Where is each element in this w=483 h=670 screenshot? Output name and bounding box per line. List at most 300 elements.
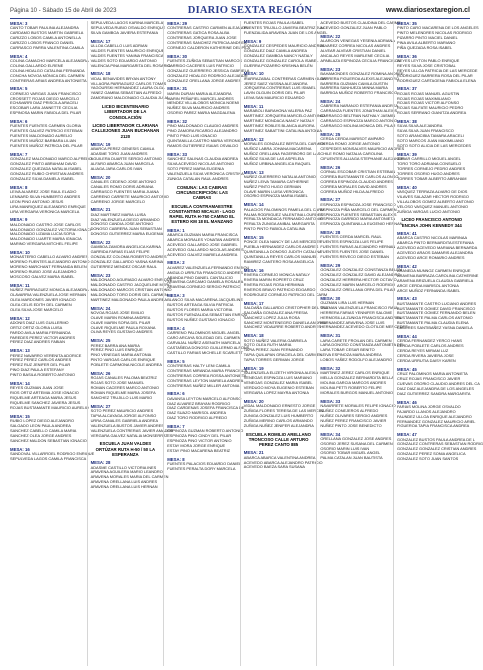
voter-name: GONZALEZ BUSTOS PAULA ANDREA DE L — [397, 436, 475, 442]
mesa-heading: MESA: 10 — [243, 71, 264, 77]
voter-name: RIVERA CORNEJO MONICA NATALY — [243, 272, 310, 278]
voter-name: ORTIZ ORTIZ GLORIA LUISA — [10, 324, 63, 330]
voter-name: CORREA MORALES DAVID ANDRES — [320, 183, 387, 189]
voter-name: GONZALEZ CESPEDES MAURICIO ANDRES — [243, 42, 325, 48]
voter-name: GUERRA POZARRO KRISHNA BELÉN — [243, 62, 313, 68]
voter-name: ROJAS SERRANO GIANITZA ANDREA — [397, 110, 467, 116]
voter-name: OLAVE MARIN LUISA VERONICA — [243, 188, 304, 194]
voter-name: PERALTA MONDACA FERNANDO ANTONIO — [243, 216, 323, 222]
mesa-heading: MESA: 14 — [243, 202, 264, 208]
voter-name: ARANEDA MUNNOZ CARMEN ENRIQUE — [397, 267, 471, 273]
voter-name: LENNARD SILVA HUMBERTO ANDRES — [10, 193, 81, 199]
voter-name: BUSTAMANTE GOMEZ FERNANDO BELEN — [397, 310, 476, 316]
voter-name: REYES SILVA JOSE CRISTOBAL — [397, 62, 456, 68]
voter-name: SOTO NUÑEZ VALERIA GABRIELA — [243, 337, 307, 343]
voter-name: DONOSO CANDIA JOSE ANTONIO — [90, 221, 154, 227]
mesa-heading: MESA: 34 — [320, 431, 341, 437]
voter-name: ESPINOZA PINO VICTOR ANTONIO — [167, 438, 232, 444]
voter-name: PINTO PINO LUIS IGNACIO — [167, 133, 217, 139]
voter-name: REYES ULLOA PATRICIA DE LAS MERCEDE — [397, 67, 478, 73]
voter-name: VILLAGRA PARRAGUEZ CARLOS TOMAS — [90, 80, 167, 86]
voter-name: OLAVE MARIN SOFIA DEL PILAR — [90, 319, 151, 325]
page-number: Página 10 — [10, 8, 38, 14]
voter-name: PALMA RODRIGUEZ VALENTINA LOURDES — [243, 211, 323, 217]
voter-name: GARRIDO CACERES LUIS PATRICIO — [167, 62, 234, 68]
voter-name: CERDA CERDA MARISOT AMPARO — [320, 136, 385, 142]
voter-name: CARRASCO ESPINOZA MARCO ANTONIO — [320, 118, 398, 124]
voter-name: CRUZ PALOMINOS MARIA ANTONIETA — [397, 371, 468, 377]
voter-name: OSORIO JEREZ SUSANA DEL CARMEN — [320, 440, 393, 446]
voter-name: MARTINEZ SABATTINI CATALINA ANTONIA — [243, 128, 322, 134]
voter-name: ALVAREZ CORREA NICOLAS ANDRES — [320, 42, 391, 48]
voter-name: POBLETE CARMONA NICOLE ANDREA — [90, 362, 162, 368]
voter-name: TAPIA QUILAPAN GRACIELA DEL CARMEN — [243, 352, 322, 358]
voter-name: SILVA SILVA ALEJANDRA — [397, 123, 443, 129]
voter-name: CACERES SANTIBAÑEZ YASNA DANIELA — [397, 325, 473, 331]
voter-name: BUSTOS FUENZALIDA SEBASTIAN ENRIQU — [167, 312, 248, 318]
polling-place-heading: ESCUELA CONTRAMAESTRE CONSTANTINO MICALVI - LAGO RAPEL RUTA H-750 CAMINO EL ESTERO KM 18 EL MANZANO — [169, 203, 235, 225]
voter-name: MALDONADO CASTRO JOSE CARLOS — [10, 221, 81, 227]
voter-name: PINA AVILA ALBERTO MARIANO — [397, 39, 456, 45]
voter-name: GONZALEZ MALDONADO MARCO ALFREDO — [10, 156, 92, 162]
voter-name: SANCHEZ VIDAURRE ROBERTO ANDRES — [243, 324, 321, 330]
voter-name: ECHAVARRI DIAZ PRISCILA ARACELI — [10, 100, 79, 106]
voter-name: CONTRERAS ARIAS ANDREA ANTONIETA — [10, 77, 87, 83]
voter-name: SOTO PEREZ MARIA EUGENIA — [167, 165, 224, 171]
voter-name: SOTO OLEA RUTH MARIA — [243, 342, 292, 348]
voter-name: CORREA ESPINOZA CLAUDIO ANDRES — [320, 178, 393, 184]
voter-name: PERALTA ZUNIGA ANIBAL MARGARITA — [243, 221, 315, 227]
voter-name: ACEVEDO GALVEZ MARIELA ANDREA — [167, 251, 238, 257]
mesa-heading: MESA: 7 — [10, 151, 28, 157]
voter-name: COLINA HIDALGO CATALINA FERNANDA — [10, 67, 85, 73]
voter-name: MORALES GONZALEZ BERTA DEL CARMEN — [243, 141, 325, 147]
voter-name: APABLAZA ESPINOZA CECILIA FRANCISCA — [320, 57, 401, 63]
mesa-heading: MESA: 44 — [397, 334, 417, 340]
mesa-heading: MESA: 5 — [10, 86, 28, 92]
masthead-rule — [10, 18, 470, 19]
voter-name: ROMAN CACERES MARCO ANTONIO — [90, 385, 160, 391]
voter-name: BUSTOS ARTEAGA SILVIA PATRICIA — [167, 302, 234, 308]
voter-name: VELOSO VASQUEZ MANUEL ANTONIO — [397, 203, 469, 209]
mesa-heading: MESA: 32 — [167, 119, 188, 125]
voter-name: SILVA SILVA JUAN FRANCISCO — [397, 128, 454, 134]
voter-name: VERGARA LOPEZ MAYRA ANTONIA — [243, 389, 309, 395]
mesa-heading: MESA: 22 — [320, 33, 341, 39]
voter-name: ORELLANA GONZALEZ JOSE ANDRES — [320, 435, 392, 441]
voter-name: ROJAS ROJAS MAXIMILIANO — [397, 95, 451, 101]
voter-name: PEREZ BARRA ANA MARIA — [90, 342, 140, 348]
voter-name: GONZALEZ QUEZADA NATALIA ISABEL — [10, 165, 82, 171]
voter-name: ABARCA MORALES YONATAN ANDRES — [167, 236, 240, 242]
voter-name: SALGADO LEON PAULA ANDREA — [10, 422, 71, 428]
voter-name: NUÑEZ SILVA MAURICIO ANDRES — [167, 105, 230, 111]
voter-column — [393, 21, 483, 666]
voter-name: ABARCA GUZMAN MARIA FRANCISCA — [167, 231, 238, 237]
voter-name: SOTO PEREZ MAURICIO ANDRES — [90, 408, 154, 414]
voter-name: AGUILERA DUARTE SERGIO ANTONIO — [90, 155, 162, 161]
voter-name: VASQUEZ TERRAZA ALVARO DE DIOS — [397, 188, 468, 194]
voter-list-columns — [10, 20, 483, 666]
voter-name: ABARCA PEREZ GENESIS CAMILA — [90, 146, 155, 152]
voter-name: NUÑEZ PEREZ FRANCISCO JAVIER — [320, 417, 387, 423]
mesa-heading: MESA: 46 — [397, 399, 417, 405]
voter-name: ARCE MUÑOZ FERNANDA ISABEL — [397, 287, 461, 293]
mesa-heading: MESA: 18 — [90, 71, 111, 77]
voter-name: FUENTES ESPINOZA LUIS FELIPE — [320, 239, 384, 245]
mesa-heading: MESA: 23 — [320, 66, 341, 72]
voter-name: CARRASCO PARRA VALENTINA CAMILA — [10, 44, 84, 50]
voter-name: ABARCA PINTO BERNARDITA ESTEFANIA — [397, 240, 474, 246]
voter-name: ACEVEDO BUSTOS CLAUDINA DEL CARME — [320, 20, 401, 25]
voter-name: RIQUELME ARTEAGA MARIA JESUS — [10, 395, 77, 401]
voter-name: FUENTES MUÑOZ PATRICIA DEL PILAR — [10, 143, 83, 149]
voter-name: ACEVEDO ACEVEDO MARIANA BERNARDA — [397, 245, 478, 251]
voter-name: LEIVA ALVAREZ JOSE RAUL ELADIO — [10, 188, 77, 194]
voter-name: RODRIGUEZ CORNEJO PATRICIO DEL CARM — [243, 291, 328, 297]
voter-name: PINO VENEGAS MARIA ANTONIA — [90, 352, 152, 358]
voter-name: MALDONADO LUARTE MARIA IGNACIA — [10, 236, 82, 242]
voter-name: JEREZ SAEZ YASSNA ALEJANDRA — [243, 80, 308, 86]
polling-place-heading: LICEO FRANCISCO ANTONIO ENCINA JOHN KENNEDY 344 — [401, 217, 463, 228]
voter-name: CONTRERAS JORQUERA JUAN JOSE — [167, 35, 237, 41]
mesa-heading: MESA: 40 — [397, 184, 417, 190]
voter-name: GONZALEZ GALLARDO YASNA KARINA — [90, 259, 164, 265]
voter-name: GONZALEZ RUBIO CHRISTIAN ANDRES — [10, 170, 84, 176]
mesa-heading: MESA: 19 — [243, 366, 264, 372]
voter-name: DIAZ ALVAREZ BRAYAN RODRIGO — [167, 400, 231, 406]
voter-name: ABARCA ABARCA VALENTINA ANDREA — [243, 454, 316, 460]
voter-name: ZAMORANO MALDONADO CLAUDIA JULIA — [90, 95, 169, 101]
voter-name: GONZALEZ SOTO JUAN SANTOS — [397, 456, 459, 462]
newspaper-brand: DIARIO SEXTA REGIÓN — [187, 5, 313, 16]
mesa-heading: MESA: 10 — [10, 250, 30, 256]
voter-name: BARRERA GUZMAN CAMILA DUSTIN — [320, 80, 388, 86]
mesa-heading: MESA: 8 — [167, 456, 185, 462]
voter-name: ROMAN RIQUELME MARIA JOSEFA — [90, 390, 156, 396]
mesa-heading: MESA: 29 — [167, 21, 188, 26]
voter-name: CRUZ ROJAS FRANCISCO JAVIER — [397, 375, 461, 381]
voter-name: RIVEROS BRAVO PATRICIO EDGARDO — [243, 286, 316, 292]
polling-place-heading: LICEO BICENTENARIO LIBERTADOR DE LA CONSOLACIÓN — [101, 104, 149, 120]
voter-name: MARINO VERGARA MITCHEL FELIPE — [10, 241, 78, 247]
mesa-heading: MESA: 5 — [167, 358, 185, 364]
voter-name: PONCE OLEA NANCY DE LAS MERCEDES — [243, 239, 322, 245]
voter-name: BUSTAMANTE PALMA CLAUDIA ELENA — [397, 320, 469, 326]
voter-name: RAMOS GUTIERREZ ISAIAS OSVALDO — [167, 143, 239, 149]
voter-name: PINTO BASILA ROBERTO ANTONIO — [10, 372, 76, 378]
voter-name: CONTRERAS MIRANDA MARIA FRANCISCA — [167, 367, 248, 373]
voter-name: ALVAREZ VALENZUELA FERNANDO ENRIQU — [167, 264, 250, 270]
voter-name: FERNANDEZ GONZALEZ MAURICIO ARIEL — [397, 418, 476, 424]
voter-name: PEREZ RUZ JENIFER DEL PILAR — [10, 362, 71, 368]
voter-name: ALFARO ABARCA JUAN MARCELA — [90, 160, 154, 166]
voter-name: ZUÑIGA VARGAS LUCIO ANTONIO — [397, 208, 460, 214]
voter-name: ZUÑIGA NUÑEZ JENIFER ALEJANDRA — [243, 422, 314, 428]
mesa-heading: MESA: 15 — [10, 413, 30, 419]
voter-name: PIÑA QUEZADA ROSA ISABEL — [397, 44, 453, 50]
voter-name: NUÑEZ PINTO HUGO GERMAN — [243, 183, 302, 189]
voter-name: DIAZ VALENZUELA DIEGO ARMANDO — [90, 216, 160, 222]
voter-name: ANGULO URRUTIA FRANCISCO ANDRES — [167, 269, 243, 275]
mesa-heading: MESA: 27 — [320, 197, 341, 203]
mesa-heading: MESA: 20 — [90, 174, 111, 180]
voter-name: SEPULVEDA LAGOS KARINA MARCELA — [90, 20, 164, 25]
voter-name: FUENTES FUENTES JOSE DANIEL — [320, 249, 385, 255]
voter-name: LEIVA ESPINOZA MARIA ANDREA — [320, 352, 382, 358]
mesa-heading: MESA: 4 — [167, 325, 185, 331]
voter-name: MUÑOZ URBINA ANGELICA RAQUEL — [243, 160, 312, 166]
voter-name: ARANDA PINO DANIEL CANTALICIO — [167, 274, 233, 280]
voter-name: MORENO FUENTES ALEJANDRO ANTONIO — [10, 259, 90, 265]
voter-name: CARRENO CARRETE MAURICIO ANTONIO — [90, 193, 169, 199]
voter-name: FUENTES MUÑOZ BARBARA LILIAN — [10, 138, 76, 144]
voter-name: SOTO SOTO ALICIA DE LAS MERCEDES — [397, 143, 472, 149]
voter-name: BUSTOS FLORES MARIA VICTORIA — [167, 307, 233, 313]
voter-name: CARDAMO BUSTOS MARTIN GABRIELA — [10, 30, 84, 36]
mesa-heading: MESA: 12 — [243, 136, 264, 142]
voter-name: ANCALAO REYES MARLENE CECILIA — [320, 52, 390, 58]
voter-name: SALDAÑA GONZALEZ ANA FRESIA — [243, 309, 308, 315]
voter-name: GONZALEZ GONZALEZ CRISTIAN ANDRES — [397, 446, 477, 452]
voter-name: CERDA POBLETE CARLOS ANDRES — [397, 343, 464, 349]
voter-name: PINTO MELENDRES NICOLAS RODRIGO — [397, 30, 472, 36]
mesa-heading: MESA: 1 — [167, 227, 185, 233]
newspaper-website[interactable]: www.diariosextaregion.cl — [385, 7, 470, 14]
voter-name: MUÑOZ LABRA JOHANA MACARENA — [243, 146, 312, 152]
voter-name: CARRANZA FUENTES JONATHAN ALEXIS — [320, 108, 398, 114]
voter-name: MARIN DURAN MARIA ALEJANDRA — [167, 90, 232, 96]
voter-name: NOVOA ROJAS JOSE EMILIO — [90, 309, 144, 315]
voter-name: ADASME CASTILLO VICTORIA INES — [90, 464, 157, 470]
voter-name: ESPINOZA ESPINOZA JOSE FRANCISCO — [320, 201, 396, 207]
polling-place-heading: ESCUELA JUAN VALDES ORTÚZAR RUTA H-50 / 50 LA ESPERANZA — [95, 441, 156, 458]
voter-name: HERMOSILLA ZUNIGA FRANCISCA ANDREA — [320, 314, 402, 320]
voter-name: MARTINEZ MALDONADO PAULA ANDREA — [90, 296, 167, 302]
mesa-heading: MESA: 13 — [243, 169, 264, 175]
voter-name: PINTO PINTO FABIOLA CATALINA — [243, 226, 306, 232]
voter-name: DIAZ CARDENAS JOSEFA FRANCISCA DE — [167, 405, 245, 411]
voter-name: ZUNIGA CATALAN RAUL ANDRES — [167, 175, 229, 181]
voter-name: MELLA GONZALEZ BERNARDITA BELLA — [320, 375, 394, 381]
voter-name: CROSSETT ROJAS DIEGO MARCELO — [10, 95, 80, 101]
mesa-heading: MESA: 23 — [90, 272, 111, 278]
voter-name: MARTINEZ ROBLES BLANCA AURORA — [243, 123, 315, 129]
voter-name: GONZALEZ GUERRERO JESSICA GABRIELA — [167, 67, 250, 73]
voter-name: ROJAS ROJAS MANUEL AGUSTIN — [397, 90, 460, 96]
voter-name: MOSCOSO GALVEZ MARIA ISABEL — [10, 273, 75, 279]
voter-name: BAHAMONDES GONZALEZ ROMINA ANDREE — [320, 70, 404, 76]
voter-name: COLINA GALLARDO ELRENE — [10, 62, 64, 68]
voter-name: RUBIO LOPEZ DIEGO ALEJANDRO — [10, 418, 74, 424]
voter-name: COLINA CAMACHO MARCELA ALEJANDRA — [10, 57, 89, 63]
voter-name: DIAZ MARTINEZ MARIA LUISA — [90, 211, 146, 217]
voter-name: CORREA MUÑOZ HILDA ALFREDO — [320, 188, 384, 194]
voter-name: VALENZUELA CONTRERAS JAVIER AMADOR — [90, 427, 174, 433]
voter-name: FUENTES MALDONADO AURELIO — [10, 133, 73, 139]
voter-name: CASTAÑEDA DONOSO GUILLERMO ALFONS — [167, 344, 250, 350]
voter-name: ARAVENA BRIZUELA CLAUDIA GABRIELA — [397, 277, 474, 283]
voter-name: GUZMAN VALENZUELA FRANCISCO RAUL — [320, 304, 399, 310]
voter-name: GONZALEZ SILVA DANIELA ISABEL — [10, 175, 75, 181]
mesa-heading: MESA: 32 — [320, 366, 341, 372]
voter-name: VIDAL MALDONADO ERNESTO JORGE — [243, 403, 316, 408]
voter-name: ARAVENA ORELLANA LUIS ANDRES — [90, 479, 158, 485]
mesa-heading: MESA: 39 — [397, 151, 417, 157]
voter-name: CARIZZO LOBOS FRANCO DANIEL — [10, 39, 75, 45]
polling-place-heading: COMUNA: LAS CABRAS CIRCUNSCRIPCIÓN: LAS CABRAS — [176, 184, 228, 201]
voter-name: GONZALEZ PEREZ SONIA ANGELICA — [397, 451, 466, 457]
voter-name: FUENTES REVECO DIEGO ESTEBAN — [320, 254, 389, 260]
voter-name: DIAZ TORO RODRIGO ALFREDO — [167, 415, 228, 421]
mesa-heading: MESA: 28 — [90, 460, 111, 466]
voter-name: MORENO RUBIO JOSE ALEJANDRO — [10, 269, 77, 275]
page-number-date: Página 10 - Sábado 15 de Abril de 2023 — [10, 8, 117, 14]
voter-name: VILLALOBOS GOMEZ ALBERTO ANTONIO — [397, 198, 474, 204]
voter-name: SILVA GAMBOA JAVIERA ESTEFANIA — [90, 29, 159, 35]
mesa-heading: MESA: 16 — [10, 446, 30, 452]
voter-name: RIOS ORTIZ ARTEMIA JOSE IGNACIO — [10, 390, 79, 396]
voter-name: LOBOS YAÑEZ RODOLFO ALEJANDRO — [320, 357, 393, 363]
mesa-heading: MESA: 2 — [167, 260, 185, 266]
voter-name: ALIAGA JARA CARLOS IVAN — [90, 165, 143, 171]
voter-name: MALDONADO AGURIADO ALVARO ENRIQUE — [90, 277, 173, 283]
mesa-heading: MESA: 41 — [397, 231, 417, 236]
voter-name: MUÑOZ ORELLANA FAGERBORG DE LAS — [243, 150, 321, 156]
mesa-heading: MESA: 8 — [10, 184, 28, 190]
voter-name: CONTRERAS LEYTON MARIELA ANDREA — [167, 377, 244, 383]
voter-name: CERDA REYES MIRIAM LUZ — [397, 348, 449, 354]
mesa-heading: MESA: 14 — [10, 381, 30, 387]
voter-name: RODRIGUEZ BARRERA ROSA DEL PILAR — [397, 72, 473, 78]
voter-name: PAREDES PEREZ VICTOR ANDRES — [10, 334, 76, 340]
voter-name: CIFUENTES ALLIAGA STEPHANIE ALEJANDR — [320, 155, 404, 161]
voter-name: FAJARDO LLANOS ALEJANDRO — [397, 408, 456, 414]
voter-name: OSORIO PAREZ MARIA MAGDALENA — [167, 110, 236, 116]
voter-name: SEPULVEDA RUBIO OSVALDO ENRIQUE — [90, 24, 166, 30]
mesa-heading: MESA: 28 — [320, 230, 341, 236]
voter-name: CARVAJAL NUÑEZ ASENATH MARCELA — [167, 339, 241, 345]
voter-name: GARRIDA FARIAS ELIAS FELIPE — [90, 249, 150, 255]
voter-name: GUZMAN LIRA LUIS HERNAN — [320, 299, 375, 305]
voter-name: FUENTES ZUÑIGA SEBASTIAN MARCOS — [167, 57, 242, 63]
voter-name: MALDONADO CASTRO JACQUELINE MERC — [90, 282, 172, 288]
voter-name: DIAZ DIAZ ALEJANDRA DE LOS ANGELES — [397, 385, 474, 391]
mesa-heading: MESA: 22 — [90, 240, 111, 246]
voter-name: GONZALEZ MARIN MARCELO RODRIGO — [320, 281, 395, 287]
voter-name: LAVIN OLGUIN DORIS DEL PILAR — [243, 90, 305, 96]
mesa-heading: MESA: 21 — [90, 207, 111, 213]
voter-name: IRARRAZABAL CONTRERAS CARMEN GLOR — [243, 75, 327, 81]
voter-name: FUENTES FUENTES CARMEN GLORIA — [10, 123, 82, 129]
mesa-heading: MESA: 30 — [167, 53, 188, 59]
voter-name: ESCOBAR LARA JANNETTE CECILIA — [10, 105, 78, 111]
voter-name: OLEA MARDONES JAVIER IGNACIO — [10, 296, 76, 302]
voter-name: TOBAR CARRILLO MIGUEL ANGEL — [397, 156, 461, 162]
voter-name: ESPINOSA MARIN FABIOLA DEL PILAR — [10, 110, 82, 116]
voter-name: RAMIREZ CANTERO ROSA ANGELICA — [243, 258, 314, 264]
voter-name: CANALES CEDENO JOSE ANTONIO — [90, 178, 157, 184]
voter-name: CHILE ROMO NATALIA CAROLINA — [320, 150, 383, 156]
voter-name: CONTRERAS GATICA ROSA ALBA — [167, 30, 230, 36]
voter-name: CORNEJO CALDERON KATHERINE DEL PILA — [167, 44, 250, 50]
voter-name: MARIN PEÑAFIEL MARCEL ANDRES — [167, 95, 234, 101]
voter-name: ADONIS DIAZ LUIS GUILLERMO — [10, 319, 69, 325]
voter-name: CESPEDES MONSALVES MAURICIO ANDRES — [320, 146, 405, 152]
voter-name: ESTAY PINO MACARENA BEATRIZ — [167, 447, 231, 453]
page-date: Sábado 15 de Abril de 2023 — [42, 8, 117, 14]
voter-name: MALDONADO LIZAMA LUCIA SOFIA — [10, 231, 76, 237]
mesa-heading: MESA: 15 — [243, 235, 264, 241]
voter-name: RODRIGUEZ CARTAGENA FABIOLA ELENA — [397, 77, 476, 83]
voter-name: MUÑOZ SILVA DE LAS ASPELEIA — [243, 155, 304, 161]
voter-name: GONZALEZ ORELLANA ORFA DEL PILAR — [320, 286, 396, 292]
voter-name: ACEVEDO ARCE ROMARIO ANDRES — [397, 254, 465, 260]
voter-name: VERDUGO MOYA EUGENIO ESTEBAN — [243, 384, 314, 390]
voter-name: MOLINA GARCIA MARCOS ANDRES — [320, 380, 387, 386]
voter-name: URRA CANALES GABRIELA ANDREA — [90, 417, 159, 423]
voter-name: OLAVE MARIN ROMINA ANDREA — [90, 314, 151, 320]
voter-name: SANCHEZ OLEA JORGE ANDRES — [10, 432, 72, 438]
voter-name: YAGOURSKI HERNANDEZ LAURA OLGA — [90, 85, 165, 91]
voter-name: PUEBLA HERNANDEZ CARLOS ANDRES — [243, 244, 319, 250]
voter-name: YANEZ GAMBIA SEBASTIAN ALFREDO — [90, 90, 162, 96]
voter-name: SOTO MARCOS JUAN MAXIMILIANO — [397, 138, 464, 144]
voter-name: CARRASCO MOLINA MONICA DEL PILAR — [320, 123, 396, 129]
voter-name: SANCHEZ SALINAS CLAUDIA ANDREA — [167, 156, 239, 162]
voter-name: CORNAL ESCOBAR CRISTIAN ESTEBAN — [320, 168, 396, 174]
voter-name: JORQUERA CONTRERAS LUIS ISMAEL — [243, 85, 316, 91]
voter-name: SILVA ACEVEDO NICOLAS ANTONIO — [167, 161, 234, 167]
voter-name: ACEVEDO BAEZA SARA SUSANA — [243, 464, 305, 470]
voter-name: MALDONADO MARCOS CRISTIAN ANTONIO — [90, 286, 172, 292]
voter-name: HERRERA FARIAS YENNIFER SALOME — [320, 309, 393, 315]
voter-name: VALENZUELA SILVA VERONICA CRISTINA — [167, 170, 244, 176]
voter-name: MORALES BURGOS MANUEL ANTONIO — [320, 389, 394, 395]
voter-name: FUENTES PALACIOS EDUARDO DANIEL — [167, 461, 242, 467]
voter-name: TAPIA ALCAYAGA JORGE ALFONSO — [90, 412, 157, 418]
voter-name: VENEGAS ESPINOZA LUIS MARIANO — [243, 375, 313, 381]
voter-name: LARA DONOSO CONSTANZA ANTONIETA DEL — [320, 342, 405, 348]
voter-column — [240, 20, 328, 666]
mesa-heading: MESA: 47 — [397, 432, 417, 438]
mesa-heading: MESA: 37 — [397, 86, 417, 92]
voter-name: DAVANSA LEYTON MARCELO ALFONSO — [167, 395, 242, 401]
voter-name: ARAVENA CARCAMO DANIELA ROSALBA — [167, 279, 244, 285]
polling-place-heading: LICEO LIBERTADOR CLARIANA CALLEJONES JUAN BUCHANAN 2120 — [91, 123, 160, 139]
voter-name: ESPINOZA QUINTANILLA EUGENIO HERNAN — [320, 221, 403, 227]
voter-name: GONZALEZ ORELLANA JORGE ANDRES — [167, 77, 242, 83]
voter-name: ESPINOZA PIÑA MARCELO DEL CARMEN — [320, 206, 397, 212]
voter-name: CABRERA NARANJO ESTEFANIA ANDREA — [320, 103, 399, 109]
voter-name: ESPINOZA FUENTES SEBASTIAN ALEXIS — [320, 211, 397, 217]
voter-name: CANALES ROMO DORIS ADRIANA — [90, 183, 154, 189]
voter-name: NUÑEZ LEIVA TAMARA CATHERINE — [243, 178, 309, 184]
mesa-heading: MESA: 31 — [167, 86, 188, 92]
voter-name: TORO TORO ADRIANA CONSUELO — [397, 161, 462, 167]
voter-name: MENDEZ VILLALOBOS MONICA NOEMI — [167, 100, 239, 106]
voter-name: ALVEAR ALVEAR CRISTIAN DANIEL — [320, 47, 386, 53]
voter-name: FUENTES TRUJILLO JAVIERA BEATRIZ JULI — [243, 24, 325, 30]
voter-name: VALDES SOTO EDUARDO ANTONIO — [90, 57, 157, 63]
mesa-heading: MESA: 24 — [320, 99, 341, 105]
voter-name: NAVARRETE MORALES FELIPE IGNACIO — [320, 403, 396, 408]
voter-name: QUINTANILLA CASTRO MARIA VERONICA — [167, 138, 245, 144]
voter-name: CERDA ROMO JORGE ANTONIO — [320, 141, 380, 147]
mesa-heading: MESA: 33 — [167, 151, 188, 157]
voter-name: SANDOVAL VILLARROEL RODRIGO ENRIQUE — [10, 450, 95, 456]
voter-name: PINO MALDONADO CLAUDIO ANDRES — [167, 123, 239, 129]
